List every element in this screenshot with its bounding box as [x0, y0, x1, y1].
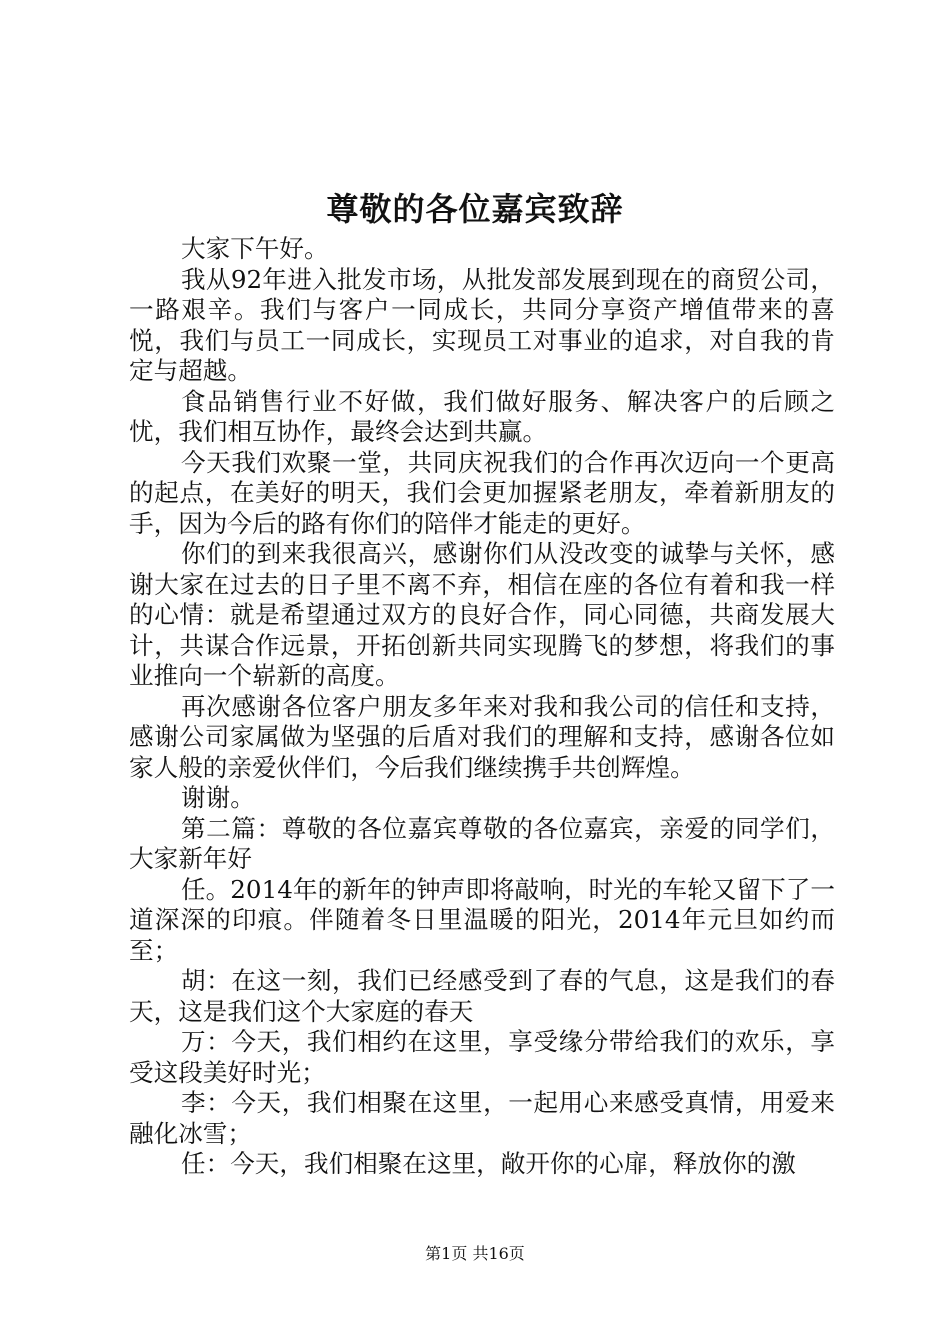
document-title: 尊敬的各位嘉宾致辞 — [326, 190, 624, 228]
paragraph: 任。2014年的新年的钟声即将敲响，时光的车轮又留下了一道深深的印痕。伴随着冬日里温暖的阳光，2014年元旦如约而至； — [129, 874, 835, 965]
paragraph: 食品销售行业不好做，我们做好服务、解决客户的后顾之忧，我们相互协作，最终会达到共赢。 — [129, 386, 835, 446]
paragraph: 胡：在这一刻，我们已经感受到了春的气息，这是我们的春天，这是我们这个大家庭的春天 — [129, 966, 835, 1026]
document-body — [129, 234, 835, 1180]
paragraph: 你们的到来我很高兴，感谢你们从没改变的诚挚与关怀，感谢大家在过去的日子里不离不弃，相信在座的各位有着和我一样的心情：就是希望通过双方的良好合作，同心同德，共商发展大计，共谋合作远景，开拓创新共同实现腾飞的梦想，将我们的事业推向一个崭新的高度。 — [129, 539, 835, 690]
paragraph: 任：今天，我们相聚在这里，敞开你的心扉，释放你的激 — [181, 1149, 796, 1178]
page-number-footer: 第1页 共16页 — [425, 1244, 525, 1263]
paragraph: 李：今天，我们相聚在这里，一起用心来感受真情，用爱来融化冰雪； — [129, 1088, 835, 1148]
paragraph: 万：今天，我们相约在这里，享受缘分带给我们的欢乐，享受这段美好时光； — [129, 1027, 835, 1087]
paragraph: 谢谢。 — [181, 783, 255, 812]
paragraph: 大家下午好。 — [181, 234, 329, 263]
paragraph: 今天我们欢聚一堂，共同庆祝我们的合作再次迈向一个更高的起点，在美好的明天，我们会更加握紧老朋友，牵着新朋友的手，因为今后的路有你们的陪伴才能走的更好。 — [129, 447, 835, 538]
paragraph: 第二篇：尊敬的各位嘉宾尊敬的各位嘉宾，亲爱的同学们，大家新年好 — [129, 813, 835, 873]
paragraph: 再次感谢各位客户朋友多年来对我和我公司的信任和支持，感谢公司家属做为坚强的后盾对我们的理解和支持，感谢各位如家人般的亲爱伙伴们，今后我们继续携手共创辉煌。 — [129, 691, 835, 782]
paragraph: 我从92年进入批发市场，从批发部发展到现在的商贸公司，一路艰辛。我们与客户一同成长，共同分享资产增值带来的喜悦，我们与员工一同成长，实现员工对事业的追求，对自我的肯定与超越。 — [129, 264, 835, 385]
